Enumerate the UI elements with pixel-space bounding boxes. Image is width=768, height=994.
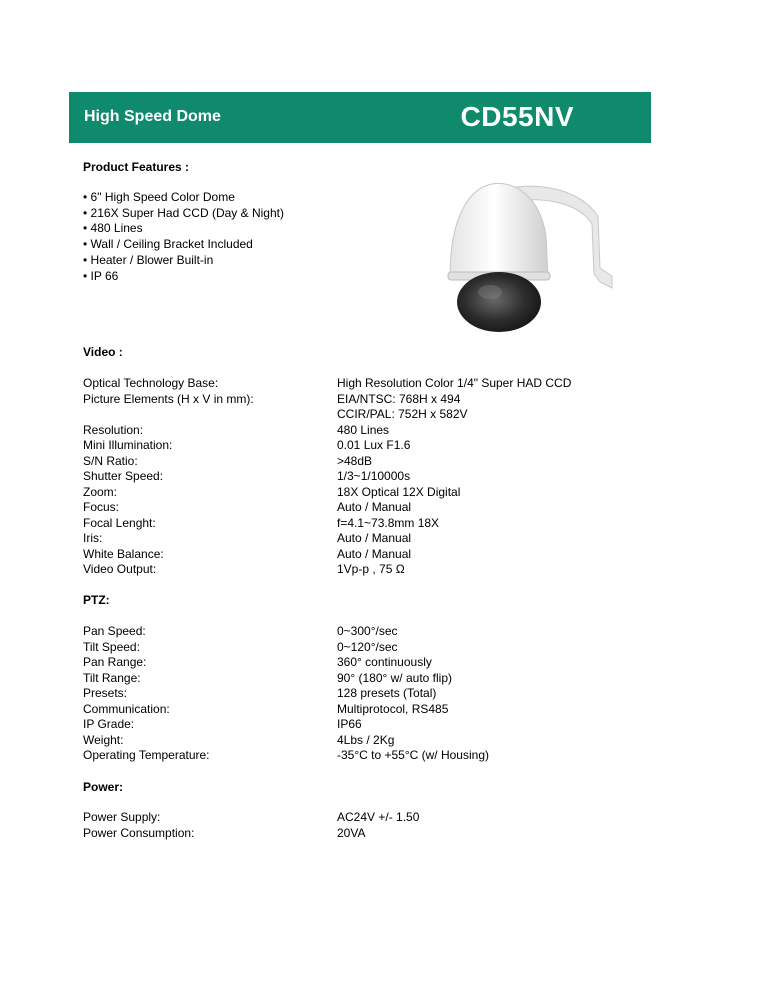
video-title: Video : bbox=[83, 345, 123, 359]
spec-label: Pan Range: bbox=[83, 655, 147, 669]
spec-value: Multiprotocol, RS485 bbox=[337, 701, 449, 716]
spec-value: Auto / Manual bbox=[337, 531, 412, 545]
product-category-title: High Speed Dome bbox=[84, 108, 221, 125]
spec-value: 1/3~1/10000s bbox=[337, 469, 411, 483]
feature-item: • 6" High Speed Color Dome bbox=[83, 190, 284, 206]
spec-label: IP Grade: bbox=[83, 717, 135, 731]
spec-label: Shutter Speed: bbox=[83, 469, 164, 483]
spec-label: Optical Technology Base: bbox=[83, 376, 219, 390]
spec-value: f=4.1~73.8mm 18X bbox=[337, 515, 440, 530]
power-spec-values bbox=[337, 810, 419, 841]
spec-label: Picture Elements (H x V in mm): bbox=[83, 391, 254, 406]
spec-value: Auto / Manual bbox=[337, 546, 412, 561]
spec-label: Operating Temperature: bbox=[83, 748, 210, 762]
spec-label: Zoom: bbox=[83, 484, 118, 499]
spec-label: Pan Speed: bbox=[83, 624, 146, 638]
spec-value: 18X Optical 12X Digital bbox=[337, 484, 461, 499]
spec-value: 128 presets (Total) bbox=[337, 686, 437, 700]
feature-item: • 216X Super Had CCD (Day & Night) bbox=[83, 206, 284, 222]
spec-label: Iris: bbox=[83, 531, 103, 545]
spec-value: 90° (180° w/ auto flip) bbox=[337, 670, 452, 685]
spec-label: Focal Lenght: bbox=[83, 515, 156, 530]
spec-value: EIA/NTSC: 768H x 494 bbox=[337, 391, 461, 406]
spec-label: Resolution: bbox=[83, 422, 144, 437]
spec-label: Weight: bbox=[83, 732, 124, 747]
spec-label: Presets: bbox=[83, 686, 128, 700]
spec-label: S/N Ratio: bbox=[83, 453, 138, 468]
spec-value: CCIR/PAL: 752H x 582V bbox=[337, 407, 468, 421]
power-spec-labels bbox=[83, 810, 194, 841]
spec-value: 480 Lines bbox=[337, 422, 390, 437]
spec-value: 0~120°/sec bbox=[337, 639, 398, 654]
spec-label bbox=[83, 407, 254, 423]
spec-value: IP66 bbox=[337, 717, 362, 731]
spec-label: Communication: bbox=[83, 701, 170, 716]
dome-camera-image bbox=[430, 176, 620, 334]
ptz-title: PTZ: bbox=[83, 593, 110, 607]
spec-label: Video Output: bbox=[83, 562, 157, 576]
video-spec-values bbox=[337, 376, 571, 578]
features-list bbox=[83, 190, 284, 284]
spec-value: 0~300°/sec bbox=[337, 624, 398, 638]
spec-label: Tilt Range: bbox=[83, 670, 141, 685]
spec-label: Focus: bbox=[83, 500, 120, 514]
spec-value: 0.01 Lux F1.6 bbox=[337, 438, 411, 452]
power-title: Power: bbox=[83, 780, 124, 794]
spec-value: 20VA bbox=[337, 825, 366, 840]
spec-label: Power Consumption: bbox=[83, 825, 195, 840]
feature-item: • IP 66 bbox=[83, 269, 284, 285]
spec-label: Power Supply: bbox=[83, 810, 161, 824]
spec-value: 1Vp-p , 75 Ω bbox=[337, 562, 405, 576]
spec-value: -35°C to +55°C (w/ Housing) bbox=[337, 748, 489, 762]
spec-value: >48dB bbox=[337, 453, 373, 468]
spec-label: Tilt Speed: bbox=[83, 639, 140, 654]
ptz-spec-labels bbox=[83, 624, 210, 764]
video-spec-labels bbox=[83, 376, 254, 578]
feature-item: • 480 Lines bbox=[83, 221, 284, 237]
spec-value: High Resolution Color 1/4" Super HAD CCD bbox=[337, 376, 572, 390]
spec-value: AC24V +/- 1.50 bbox=[337, 810, 420, 824]
feature-item: • Heater / Blower Built-in bbox=[83, 253, 284, 269]
spec-value: 360° continuously bbox=[337, 655, 432, 669]
spec-value: 4Lbs / 2Kg bbox=[337, 732, 395, 747]
model-number: CD55NV bbox=[460, 101, 574, 132]
features-title: Product Features : bbox=[83, 160, 190, 174]
spec-value: Auto / Manual bbox=[337, 500, 412, 514]
ptz-spec-values bbox=[337, 624, 489, 764]
header-bar bbox=[69, 92, 651, 143]
spec-label: White Balance: bbox=[83, 546, 164, 561]
spec-label: Mini Illumination: bbox=[83, 438, 173, 452]
feature-item: • Wall / Ceiling Bracket Included bbox=[83, 237, 284, 253]
